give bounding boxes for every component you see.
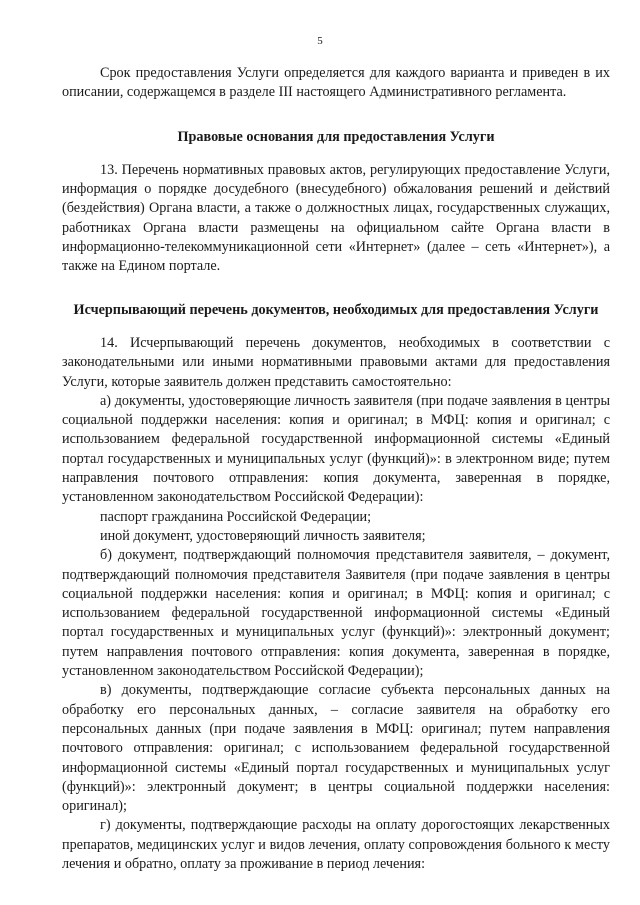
heading-documents-list: Исчерпывающий перечень документов, необходимых для предоставления Услуги xyxy=(73,301,599,318)
paragraph-14-v: в) документы, подтверждающие согласие субъекта персональных данных на обработку его персональных данных, – согласие заявителя на обработку его персональных данных (при подаче заявления в МФЦ: оригинал; путем направления почтового отправления: оригинал; с использованием федеральной государственной информационной системы «Единый портал государственных и муниципальных услуг (функций)»: электронный документ; в центры социальной поддержки населения: оригинал); xyxy=(62,682,610,815)
paragraph-14-a-passport: паспорт гражданина Российской Федерации; xyxy=(100,508,372,525)
paragraph-14: 14. Исчерпывающий перечень документов, необходимых в соответствии с законодательными или иными нормативными правовыми актами для предоставления Услуги, которые заявитель должен представить самостоятельно: xyxy=(62,334,610,390)
paragraph-13: 13. Перечень нормативных правовых актов, регулирующих предоставление Услуги, информация о порядке досудебного (внесудебного) обжалования решений и действий (бездействия) Органа власти, а также о должностных лицах, государственных служащих, работниках Органа власти размещены на официальном сайте Органа власти в информационно-телекоммуникационной сети «Интернет» (далее – сеть «Интернет»), а также на Едином портале. xyxy=(62,161,610,275)
paragraph-14-b: б) документ, подтверждающий полномочия представителя заявителя, – документ, подтверждающий полномочия представителя Заявителя (при подаче заявления в центры социальной поддержки населения: копия и оригинал; в МФЦ: копия и оригинал; с использованием федеральной государственной информационной системы «Единый портал государственных и муниципальных услуг (функций)»: электронный документ; путем направления почтового отправления: копия документа, заверенная в порядке, установленном законодательством Российской Федерации); xyxy=(62,547,610,680)
paragraph-intro: Срок предоставления Услуги определяется для каждого варианта и приведен в их описании, содержащемся в разделе III настоящего Административного регламента. xyxy=(62,65,610,101)
document-body xyxy=(62,64,610,874)
paragraph-14-g: г) документы, подтверждающие расходы на оплату дорогостоящих лекарственных препаратов, медицинских услуг и видов лечения, оплату сопровождения больного к месту лечения и обратно, оплату за проживание в период лечения: xyxy=(62,817,610,872)
heading-legal-basis: Правовые основания для предоставления Услуги xyxy=(177,128,495,145)
paragraph-14-a-other: иной документ, удостоверяющий личность заявителя; xyxy=(100,527,426,544)
paragraph-14-a: а) документы, удостоверяющие личность заявителя (при подаче заявления в центры социальной поддержки населения: копия и оригинал; в МФЦ: копия и оригинал; с использованием федеральной государственной информационной системы «Единый портал государственных и муниципальных услуг (функций)»: в электронном виде; путем направления почтового отправления: копия документа, заверенная в порядке, установленном законодательством Российской Федерации): xyxy=(62,392,610,506)
page-number: 5 xyxy=(317,35,323,47)
